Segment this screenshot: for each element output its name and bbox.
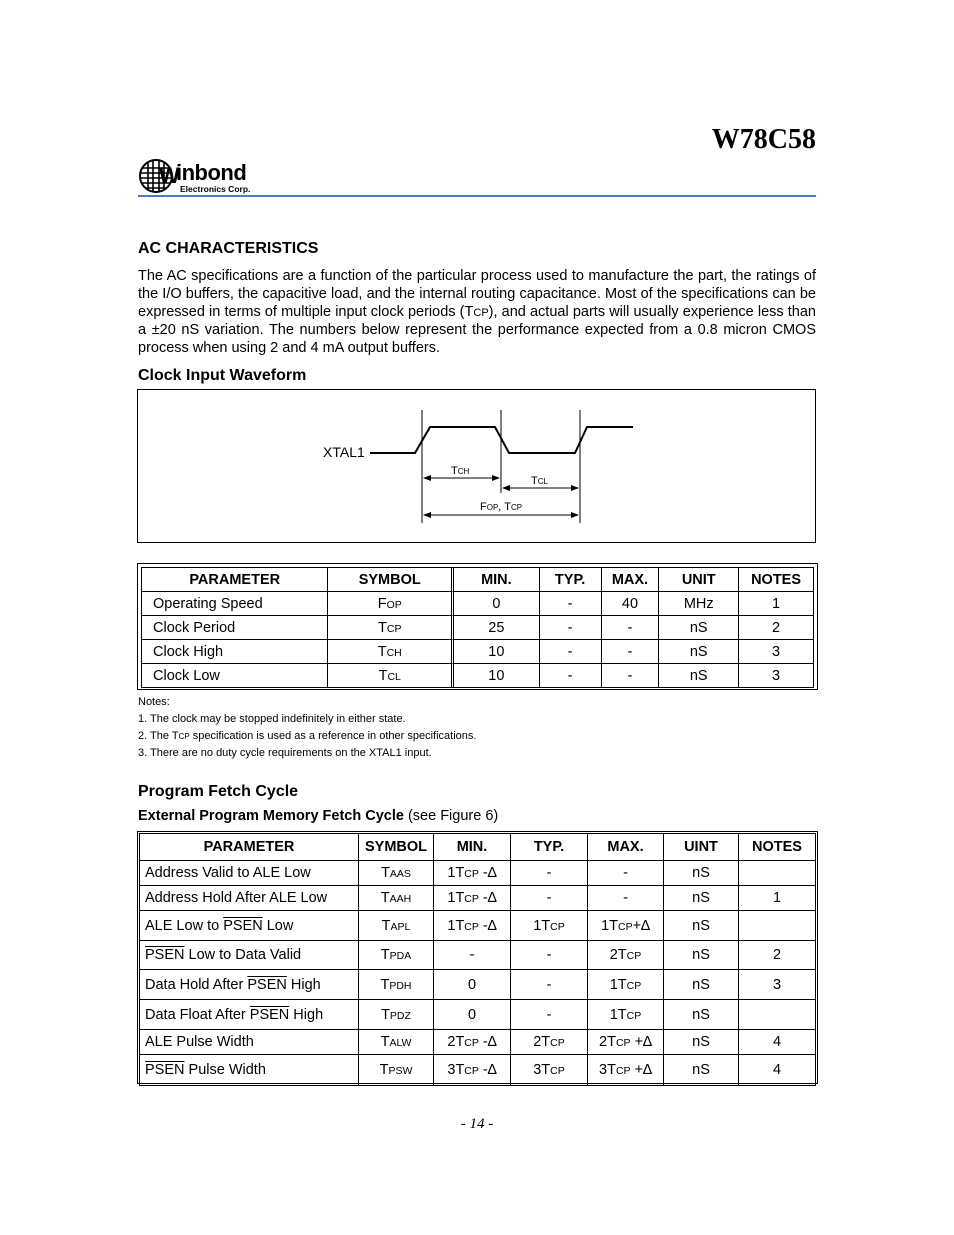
param-cell: Clock Period <box>142 616 328 640</box>
unit-cell: nS <box>664 970 739 1000</box>
col-header: NOTES <box>739 834 815 861</box>
typ-cell: - <box>511 886 588 911</box>
clock-waveform-figure <box>137 389 816 543</box>
table-header-row <box>140 834 815 861</box>
min-cell: 1TCP -∆ <box>434 886 511 911</box>
intro-text-1: The AC specifications are a function of the particular process used to manufacture the part, the ratings of the I/O buffers, the capacitive load, and the internal routing capacitance. Most of the specifications can be expressed in terms of multiple input clock periods (T <box>138 268 816 320</box>
program-fetch-heading: Program Fetch Cycle <box>138 783 299 800</box>
typ-cell: - <box>511 941 588 970</box>
unit-cell: nS <box>664 941 739 970</box>
param-cell: PSEN Pulse Width <box>140 1055 359 1085</box>
typ-cell: - <box>511 970 588 1000</box>
max-cell: 1TCP <box>588 1000 664 1030</box>
max-cell: - <box>602 664 660 687</box>
table-row <box>142 664 813 687</box>
symbol-cell: FOP <box>328 592 454 616</box>
max-cell: 2TCP <box>588 941 664 970</box>
unit-cell: nS <box>664 886 739 911</box>
min-cell: 0 <box>434 970 511 1000</box>
param-cell: Clock Low <box>142 664 328 687</box>
typ-cell: - <box>540 640 602 664</box>
tcl-label: TCL <box>531 475 548 487</box>
min-cell: 3TCP -∆ <box>434 1055 511 1085</box>
max-cell: 1TCP+∆ <box>588 911 664 941</box>
symbol-cell: TAAH <box>359 886 434 911</box>
table-row <box>140 1055 815 1085</box>
symbol-cell: TCP <box>328 616 454 640</box>
max-cell: 1TCP <box>588 970 664 1000</box>
symbol-cell: TCL <box>328 664 454 687</box>
clock-waveform-heading: Clock Input Waveform <box>138 367 307 384</box>
unit-cell: nS <box>664 861 739 886</box>
param-cell: ALE Low to PSEN Low <box>140 911 359 941</box>
symbol-cell: TPDH <box>359 970 434 1000</box>
col-header: SYMBOL <box>328 568 454 592</box>
col-header: SYMBOL <box>359 834 434 861</box>
symbol-cell: TPSW <box>359 1055 434 1085</box>
table-row <box>142 640 813 664</box>
notes-cell: 4 <box>739 1030 815 1055</box>
notes-cell: 1 <box>739 592 813 616</box>
intro-text-2: ), and actual parts will usually experience less than a ±20 nS variation. The numbers below represent the performance expected from a 0.8 micron CMOS process when using 2 and 4 mA output buffers. <box>138 303 816 357</box>
table-row <box>140 1030 815 1055</box>
param-cell: Address Hold After ALE Low <box>140 886 359 911</box>
unit-cell: nS <box>664 1000 739 1030</box>
min-cell: 1TCP -∆ <box>434 861 511 886</box>
note-2: 2. The TCP specification is used as a reference in other specifications. <box>138 730 477 742</box>
col-header: NOTES <box>739 568 813 592</box>
symbol-cell: TAPL <box>359 911 434 941</box>
unit-cell: nS <box>659 640 739 664</box>
param-cell: Data Float After PSEN High <box>140 1000 359 1030</box>
notes-cell: 2 <box>739 616 813 640</box>
table-row <box>140 886 815 911</box>
winbond-logo <box>138 156 268 198</box>
max-cell: 3TCP +∆ <box>588 1055 664 1085</box>
col-header: UINT <box>664 834 739 861</box>
fetch-spec-table <box>139 833 816 1086</box>
col-header: UNIT <box>659 568 739 592</box>
fetch-subheading: External Program Memory Fetch Cycle (see Figure 6) <box>138 808 499 824</box>
xtal1-label: XTAL1 <box>323 444 365 460</box>
typ-cell: - <box>511 1000 588 1030</box>
logo-initial: W <box>159 163 180 188</box>
param-cell: Data Hold After PSEN High <box>140 970 359 1000</box>
notes-cell <box>739 911 815 941</box>
notes-cell: 1 <box>739 886 815 911</box>
part-number: W78C58 <box>711 124 816 155</box>
unit-cell: nS <box>664 1030 739 1055</box>
min-cell: 0 <box>454 592 540 616</box>
param-cell: Address Valid to ALE Low <box>140 861 359 886</box>
min-cell: - <box>434 941 511 970</box>
min-cell: 10 <box>454 664 540 687</box>
col-header: MAX. <box>588 834 664 861</box>
typ-cell: 3TCP <box>511 1055 588 1085</box>
clock-spec-table <box>141 567 814 688</box>
symbol-cell: TCH <box>328 640 454 664</box>
param-cell: PSEN Low to Data Valid <box>140 941 359 970</box>
col-header: MAX. <box>602 568 660 592</box>
col-header: PARAMETER <box>140 834 359 861</box>
col-header: MIN. <box>434 834 511 861</box>
symbol-cell: TPDA <box>359 941 434 970</box>
col-header: PARAMETER <box>142 568 328 592</box>
notes-cell <box>739 1000 815 1030</box>
col-header: MIN. <box>454 568 540 592</box>
table-row <box>142 616 813 640</box>
clock-table-frame <box>137 563 818 690</box>
max-cell: - <box>602 640 660 664</box>
typ-cell: 1TCP <box>511 911 588 941</box>
col-header: TYP. <box>540 568 602 592</box>
min-cell: 10 <box>454 640 540 664</box>
typ-cell: - <box>540 664 602 687</box>
unit-cell: MHz <box>659 592 739 616</box>
fetch-table-frame <box>137 831 818 1084</box>
unit-cell: nS <box>659 664 739 687</box>
notes-cell: 3 <box>739 970 815 1000</box>
typ-cell: - <box>511 861 588 886</box>
min-cell: 25 <box>454 616 540 640</box>
logo-tagline: Electronics Corp. <box>180 184 251 194</box>
table-row <box>140 911 815 941</box>
tch-label: TCH <box>451 465 470 477</box>
max-cell: 2TCP +∆ <box>588 1030 664 1055</box>
table-row <box>140 861 815 886</box>
min-cell: 2TCP -∆ <box>434 1030 511 1055</box>
unit-cell: nS <box>664 1055 739 1085</box>
note-1: 1. The clock may be stopped indefinitely in either state. <box>138 713 406 725</box>
typ-cell: - <box>540 616 602 640</box>
clock-notes <box>138 694 476 762</box>
min-cell: 1TCP -∆ <box>434 911 511 941</box>
fop-tcp-label: FOP, TCP <box>480 501 523 513</box>
header-rule <box>138 195 816 197</box>
ac-intro-paragraph <box>138 268 816 358</box>
fetch-table-body <box>140 861 815 1085</box>
notes-title: Notes: <box>138 696 170 708</box>
max-cell: 40 <box>602 592 660 616</box>
notes-cell: 3 <box>739 640 813 664</box>
notes-cell <box>739 861 815 886</box>
table-row <box>140 970 815 1000</box>
page-number: - 14 - <box>460 1116 494 1132</box>
table-row <box>142 592 813 616</box>
param-cell: Clock High <box>142 640 328 664</box>
max-cell: - <box>602 616 660 640</box>
notes-cell: 2 <box>739 941 815 970</box>
intro-subscript: CP <box>473 306 489 319</box>
col-header: TYP. <box>511 834 588 861</box>
logo-wordmark: inbond <box>176 160 247 185</box>
typ-cell: - <box>540 592 602 616</box>
table-header-row <box>142 568 813 592</box>
unit-cell: nS <box>664 911 739 941</box>
max-cell: - <box>588 886 664 911</box>
note-3: 3. There are no duty cycle requirements on the XTAL1 input. <box>138 747 432 759</box>
table-row <box>140 1000 815 1030</box>
max-cell: - <box>588 861 664 886</box>
symbol-cell: TPDZ <box>359 1000 434 1030</box>
notes-cell: 4 <box>772 1062 782 1078</box>
param-cell: Operating Speed <box>142 592 328 616</box>
symbol-cell: TALW <box>359 1030 434 1055</box>
unit-cell: nS <box>659 616 739 640</box>
symbol-cell: TAAS <box>359 861 434 886</box>
param-cell: ALE Pulse Width <box>140 1030 359 1055</box>
ac-characteristics-heading: AC CHARACTERISTICS <box>138 240 319 257</box>
notes-cell: 3 <box>772 667 781 684</box>
waveform-diagram <box>138 390 815 542</box>
table-row <box>140 941 815 970</box>
min-cell: 0 <box>434 1000 511 1030</box>
typ-cell: 2TCP <box>511 1030 588 1055</box>
